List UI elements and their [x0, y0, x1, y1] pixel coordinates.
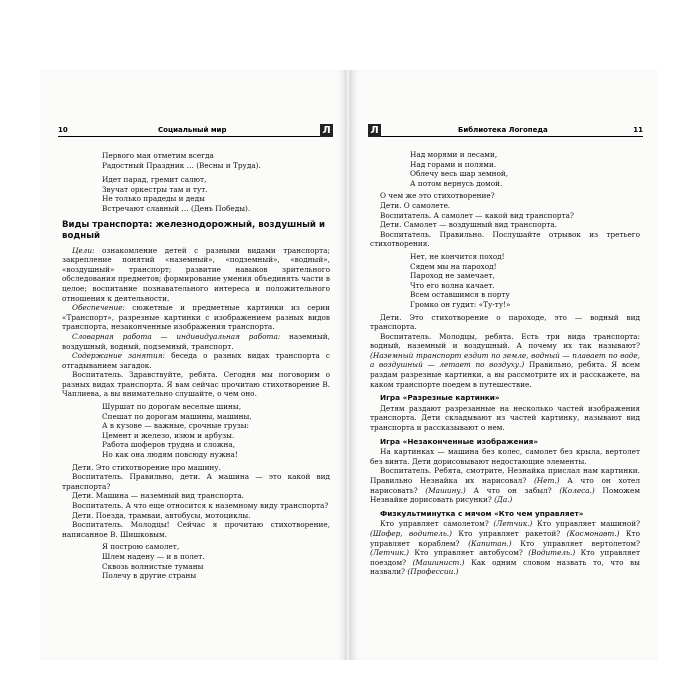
- vocabulary-paragraph: Словарная работа — индивидуальная работа: наземный, воздушный, водный, подземный, транспорт.: [62, 331, 330, 351]
- dialogue-paragraph: Дети. Самолет — воздушный вид транспорта.: [380, 220, 558, 230]
- dialogue-paragraph: Дети. Это стихотворение о пароходе, это — водный вид транспорта.: [370, 312, 640, 332]
- section-heading: Виды транспорта: железнодорожный, воздушный и водный: [62, 219, 325, 241]
- page-number: 10: [58, 126, 68, 134]
- game-description: На картинках — машина без колес, самолет без крыла, вертолет без винта. Дети дорисовывают недостающие элементы.: [370, 447, 640, 466]
- right-page-text: [370, 150, 640, 577]
- dialogue-paragraph: Воспитатель. А самолет — какой вид транспорта?: [380, 210, 574, 220]
- steamship-poem: Нет, не кончится поход! Сядем мы на пароход! Пароход не замечает, Что его волна качает. Всем оставшимся в порту Громко он гудит: «Ту-ту!»: [410, 251, 511, 309]
- car-poem: Шуршат по дорогам веселые шины, Спешат по дорогам машины, машины, А в кузове — важные, срочные грузы: Цемент и железо, изюм и арбузы. Работа шоферов трудна и сложна, Но как она людям повсюду нужна!: [102, 402, 252, 460]
- game-heading: Игра «Незаконченные изображения»: [380, 436, 539, 446]
- right-page-header: [368, 124, 643, 137]
- dialogue-paragraph: Воспитатель. Правильно. Послушайте отрывок из третьего стихотворения.: [370, 229, 640, 249]
- dialogue-paragraph: Воспитатель. А что еще относится к наземному виду транспорта?: [72, 501, 329, 510]
- running-title: Библиотека Логопеда: [458, 126, 548, 134]
- book-spread: [40, 70, 658, 660]
- dialogue-paragraph: Дети. Это стихотворение про машину.: [72, 462, 221, 472]
- game-heading: Игра «Разрезные картинки»: [380, 393, 500, 403]
- dialogue-paragraph: Воспитатель. Правильно, дети. А машина — это какой вид транспорта?: [62, 472, 330, 491]
- left-page-text: [62, 148, 330, 584]
- riddle-poem: Идет парад, гремит салют, Звучат оркестры там и тут. Не только прадеды и деды Встречают славный … (День Победы).: [102, 175, 251, 213]
- dialogue-paragraph: Воспитатель. Молодцы, ребята. Есть три вида транспорта: водный, наземный и воздушный. А почему их так называют? (Наземный транспорт ездит по земле, водный — плавает по воде, а воздушный — летает по воздуху.) Правильно, ребята. Я всем раздам разрезные картинки, а вы рассмотрите их и расскажете, на каком транспорте поедем в путешествие.: [370, 331, 641, 389]
- left-page-header: [58, 124, 333, 137]
- plane-poem: Я построю самолет, Шлем надену — и в полет. Сквозь волнистые туманы Полечу в другие страны: [102, 542, 205, 581]
- riddle-poem: Первого мая отметим всегда Радостный Праздник … (Весны и Труда).: [102, 151, 261, 170]
- series-logo: Л: [320, 124, 333, 137]
- right-page: [350, 70, 658, 660]
- page-number: 11: [633, 126, 643, 134]
- game-description: Детям раздают разрезанные на несколько частей изображения транспорта. Дети складывают из частей картинку, называют вид транспорта и рассказывают о нем.: [370, 403, 640, 433]
- exercise-heading: Физкультминутка с мячом «Кто чем управляет»: [380, 508, 584, 518]
- exercise-paragraph: Кто управляет самолетом? (Летчик.) Кто управляет машиной? (Шофер, водитель.) Кто управляет ракетой? (Космонавт.) Кто управляет кораблем? (Капитан.) Кто управляет вертолетом? (Летчик.) Кто управляет автобусом? (Водитель.) Кто управляет поездом? (Машинист.) Как одним словом назвать то, что вы назвали? (Профессии.): [370, 519, 640, 577]
- left-page: [40, 70, 347, 660]
- dialogue-paragraph: Воспитатель. Здравствуйте, ребята. Сегодня мы поговорим о разных видах транспорта. Я вам сейчас прочитаю стихотворение В. Чаплиева, а вы внимательно слушайте, о чем оно.: [62, 370, 330, 399]
- equipment-paragraph: Обеспечение: сюжетные и предметные картинки из серии «Транспорт», разрезные картинки с изображением разных видов транспорта, незаконченные изображения транспорта.: [62, 303, 330, 332]
- plane-poem-continued: Над морями и лесами, Над горами и полями. Облечу весь шар земной, А потом вернусь домой.: [410, 150, 509, 188]
- running-title: Социальный мир: [158, 126, 227, 134]
- dialogue-paragraph: Дети. Поезда, трамваи, автобусы, мотоциклы.: [72, 510, 251, 520]
- series-logo: Л: [368, 124, 381, 137]
- dialogue-paragraph: Воспитатель. Молодцы! Сейчас я прочитаю стихотворение, написанное В. Шишковым.: [62, 520, 330, 539]
- dialogue-paragraph: О чем же это стихотворение?: [380, 191, 495, 201]
- dialogue-paragraph: Дети. О самолете.: [380, 200, 451, 210]
- goals-paragraph: Цели: ознакомление детей с разными видами транспорта; закрепление понятий «наземный», «подземный», «водный», «воздушный» транспорт; развитие навыков зрительного обследования предметов; формирование умения объединять части в целое; воспитание познавательного интереса и положительного отношения к деятельности.: [62, 245, 330, 303]
- dialogue-paragraph: Дети. Машина — наземный вид транспорта.: [72, 491, 244, 501]
- dialogue-paragraph: Воспитатель. Ребята, смотрите, Незнайка прислал нам картинки. Правильно Незнайка их нарисовал? (Нет.) А что он хотел нарисовать? (Машину.) А что он забыл? (Колеса.) Поможем Незнайке дорисовать рисунки? (Да.): [370, 466, 640, 505]
- contents-paragraph: Содержание занятия: беседа о разных видах транспорта с отгадыванием загадок.: [62, 351, 330, 370]
